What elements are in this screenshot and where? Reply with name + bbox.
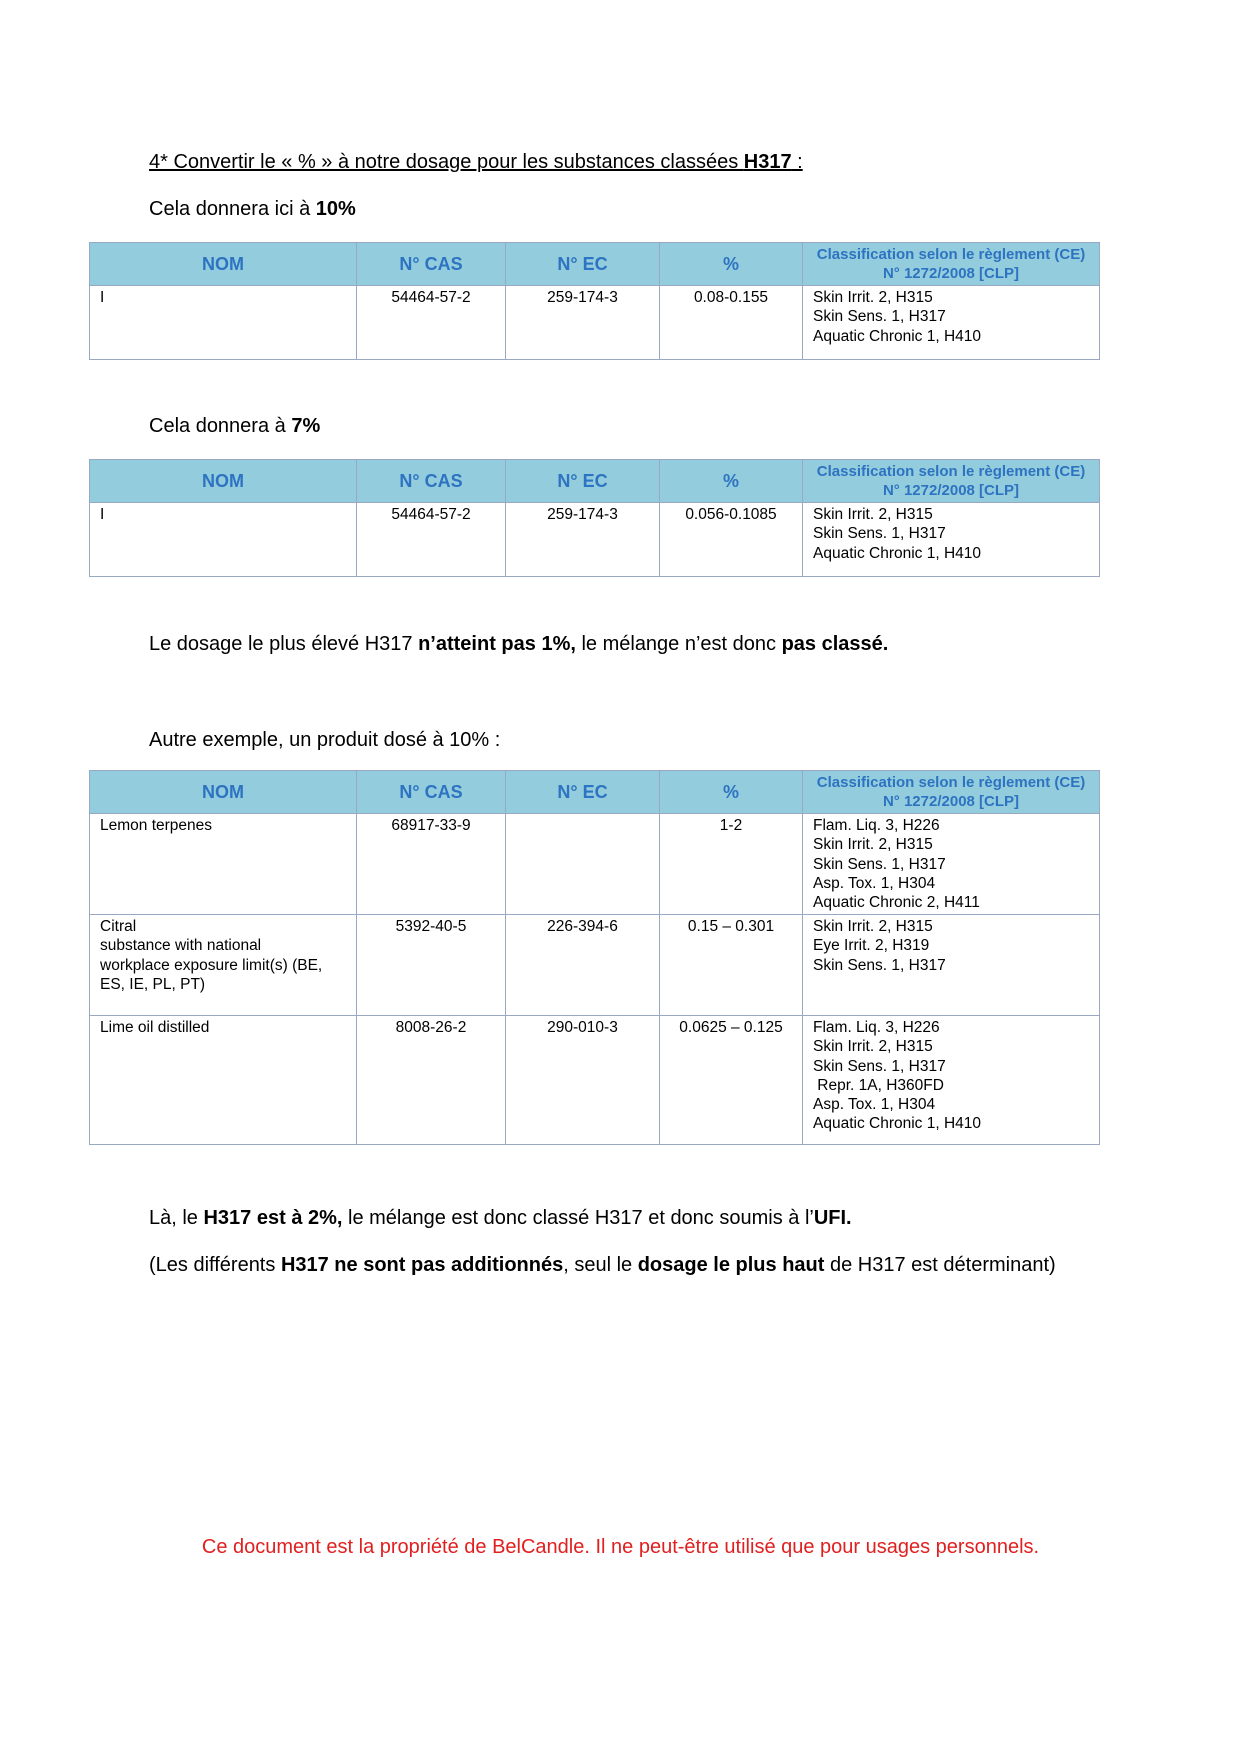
section1-dose: 10%: [315, 198, 356, 220]
cell-name: [90, 915, 357, 1016]
cell-percent: 0.08-0.155: [660, 286, 803, 360]
cell-classification: [803, 286, 1100, 360]
cell-ec: 259-174-3: [506, 286, 660, 360]
col-header-ec: N° EC: [506, 460, 660, 503]
example-label: Autre exemple, un produit dosé à 10% :: [149, 729, 501, 751]
substance-name-line: Lemon terpenes: [100, 817, 213, 834]
hazard-classification-line: Aquatic Chronic 1, H410: [813, 544, 982, 562]
hazard-classification-line: Flam. Liq. 3, H226: [813, 1019, 940, 1036]
substance-table-example: [89, 770, 1100, 1145]
col-header-classification: Classification selon le règlement (CE) N° 1272/2008 [CLP]: [803, 460, 1100, 503]
section2-dose: 7%: [291, 415, 321, 437]
cell-ec: 259-174-3: [506, 503, 660, 577]
conclusion1-emphasis: n’atteint pas 1%,: [418, 633, 576, 655]
cell-percent: 0.15 – 0.301: [660, 915, 803, 1016]
col-header-cas: N° CAS: [357, 771, 506, 814]
cell-cas: 68917-33-9: [357, 814, 506, 915]
hazard-classification-line: Skin Sens. 1, H317: [813, 308, 946, 326]
hazard-classification-line: Repr. 1A, H360FD: [813, 1076, 944, 1094]
cell-name: [90, 286, 357, 360]
col-header-cas: N° CAS: [357, 243, 506, 286]
conclusion2-text-2: le mélange est donc classé H317 et donc soumis à l’: [342, 1207, 814, 1229]
conclusion2-emphasis: H317 est à 2%,: [203, 1207, 343, 1229]
section2-label-text: Cela donnera à: [149, 415, 292, 437]
note-emphasis: H317 ne sont pas additionnés: [280, 1254, 564, 1276]
hazard-classification-line: Skin Sens. 1, H317: [813, 1057, 946, 1075]
conclusion1-emphasis-2: pas classé.: [781, 633, 889, 655]
cell-classification: [803, 814, 1100, 915]
cell-name: [90, 1016, 357, 1145]
substance-name-line: Lime oil distilled: [100, 1019, 210, 1036]
table-header-row: [90, 243, 1100, 286]
hazard-classification-line: Skin Sens. 1, H317: [813, 855, 946, 873]
note: [149, 1253, 1056, 1277]
hazard-classification-line: Skin Sens. 1, H317: [813, 956, 946, 974]
substance-table-7pct: [89, 459, 1100, 577]
col-header-ec: N° EC: [506, 771, 660, 814]
step-heading: [149, 150, 803, 174]
section1-label: [149, 197, 356, 221]
cell-cas: 5392-40-5: [357, 915, 506, 1016]
col-header-cas: N° CAS: [357, 460, 506, 503]
cell-name: [90, 814, 357, 915]
cell-classification: [803, 915, 1100, 1016]
cell-ec: 290-010-3: [506, 1016, 660, 1145]
hazard-classification-line: Skin Irrit. 2, H315: [813, 918, 933, 935]
table-row: [90, 915, 1100, 1016]
cell-percent: 0.0625 – 0.125: [660, 1016, 803, 1145]
hazard-classification-line: Skin Irrit. 2, H315: [813, 506, 933, 523]
substance-name-line: substance with national: [100, 937, 262, 955]
col-header-ec: N° EC: [506, 243, 660, 286]
hazard-classification-line: Skin Irrit. 2, H315: [813, 289, 933, 306]
substance-name-line: I: [100, 506, 105, 523]
conclusion-not-classified: [149, 632, 888, 656]
col-header-percent: %: [660, 460, 803, 503]
note-emphasis-2: dosage le plus haut: [637, 1254, 825, 1276]
col-header-percent: %: [660, 243, 803, 286]
substance-name-line: Citral: [100, 918, 137, 935]
hazard-classification-line: Asp. Tox. 1, H304: [813, 874, 936, 892]
cell-classification: [803, 1016, 1100, 1145]
substance-name-line: workplace exposure limit(s) (BE,: [100, 956, 323, 974]
conclusion-classified: [149, 1206, 852, 1230]
substance-table-10pct: [89, 242, 1100, 360]
conclusion2-text: Là, le: [149, 1207, 204, 1229]
table-row: [90, 503, 1100, 577]
note-text: (Les différents: [149, 1254, 281, 1276]
cell-percent: 1-2: [660, 814, 803, 915]
hazard-classification-line: Skin Irrit. 2, H315: [813, 1038, 933, 1056]
note-text-3: de H317 est déterminant): [824, 1254, 1056, 1276]
cell-cas: 54464-57-2: [357, 286, 506, 360]
col-header-percent: %: [660, 771, 803, 814]
conclusion1-text-2: le mélange n’est donc: [575, 633, 782, 655]
hazard-classification-line: Skin Sens. 1, H317: [813, 525, 946, 543]
table-row: [90, 286, 1100, 360]
table-header-row: [90, 771, 1100, 814]
section1-label-text: Cela donnera ici à: [149, 198, 316, 220]
cell-ec: [506, 814, 660, 915]
col-header-nom: NOM: [90, 771, 357, 814]
cell-name: [90, 503, 357, 577]
cell-classification: [803, 503, 1100, 577]
hazard-classification-line: Asp. Tox. 1, H304: [813, 1096, 936, 1114]
section2-label: [149, 414, 320, 438]
cell-cas: 8008-26-2: [357, 1016, 506, 1145]
hazard-classification-line: Skin Irrit. 2, H315: [813, 836, 933, 854]
note-text-2: , seul le: [563, 1254, 638, 1276]
footer-disclaimer: Ce document est la propriété de BelCandle. Il ne peut-être utilisé que pour usages personnels.: [201, 1536, 1040, 1558]
hazard-classification-line: Flam. Liq. 3, H226: [813, 817, 940, 834]
substance-name-line: ES, IE, PL, PT): [100, 975, 206, 993]
step-heading-tail: :: [791, 151, 803, 173]
hazard-classification-line: Eye Irrit. 2, H319: [813, 937, 930, 955]
step-heading-code: H317: [743, 151, 792, 173]
cell-percent: 0.056-0.1085: [660, 503, 803, 577]
hazard-classification-line: Aquatic Chronic 2, H411: [813, 894, 980, 912]
col-header-nom: NOM: [90, 460, 357, 503]
conclusion2-emphasis-2: UFI.: [813, 1207, 852, 1229]
substance-name-line: I: [100, 289, 105, 306]
table-row: [90, 814, 1100, 915]
hazard-classification-line: Aquatic Chronic 1, H410: [813, 327, 982, 345]
col-header-nom: NOM: [90, 243, 357, 286]
cell-cas: 54464-57-2: [357, 503, 506, 577]
hazard-classification-line: Aquatic Chronic 1, H410: [813, 1115, 982, 1133]
step-heading-text: 4* Convertir le « % » à notre dosage pour les substances classées: [149, 151, 744, 173]
conclusion1-text: Le dosage le plus élevé H317: [149, 633, 419, 655]
col-header-classification: Classification selon le règlement (CE) N° 1272/2008 [CLP]: [803, 771, 1100, 814]
cell-ec: 226-394-6: [506, 915, 660, 1016]
table-row: [90, 1016, 1100, 1145]
table-header-row: [90, 460, 1100, 503]
col-header-classification: Classification selon le règlement (CE) N° 1272/2008 [CLP]: [803, 243, 1100, 286]
